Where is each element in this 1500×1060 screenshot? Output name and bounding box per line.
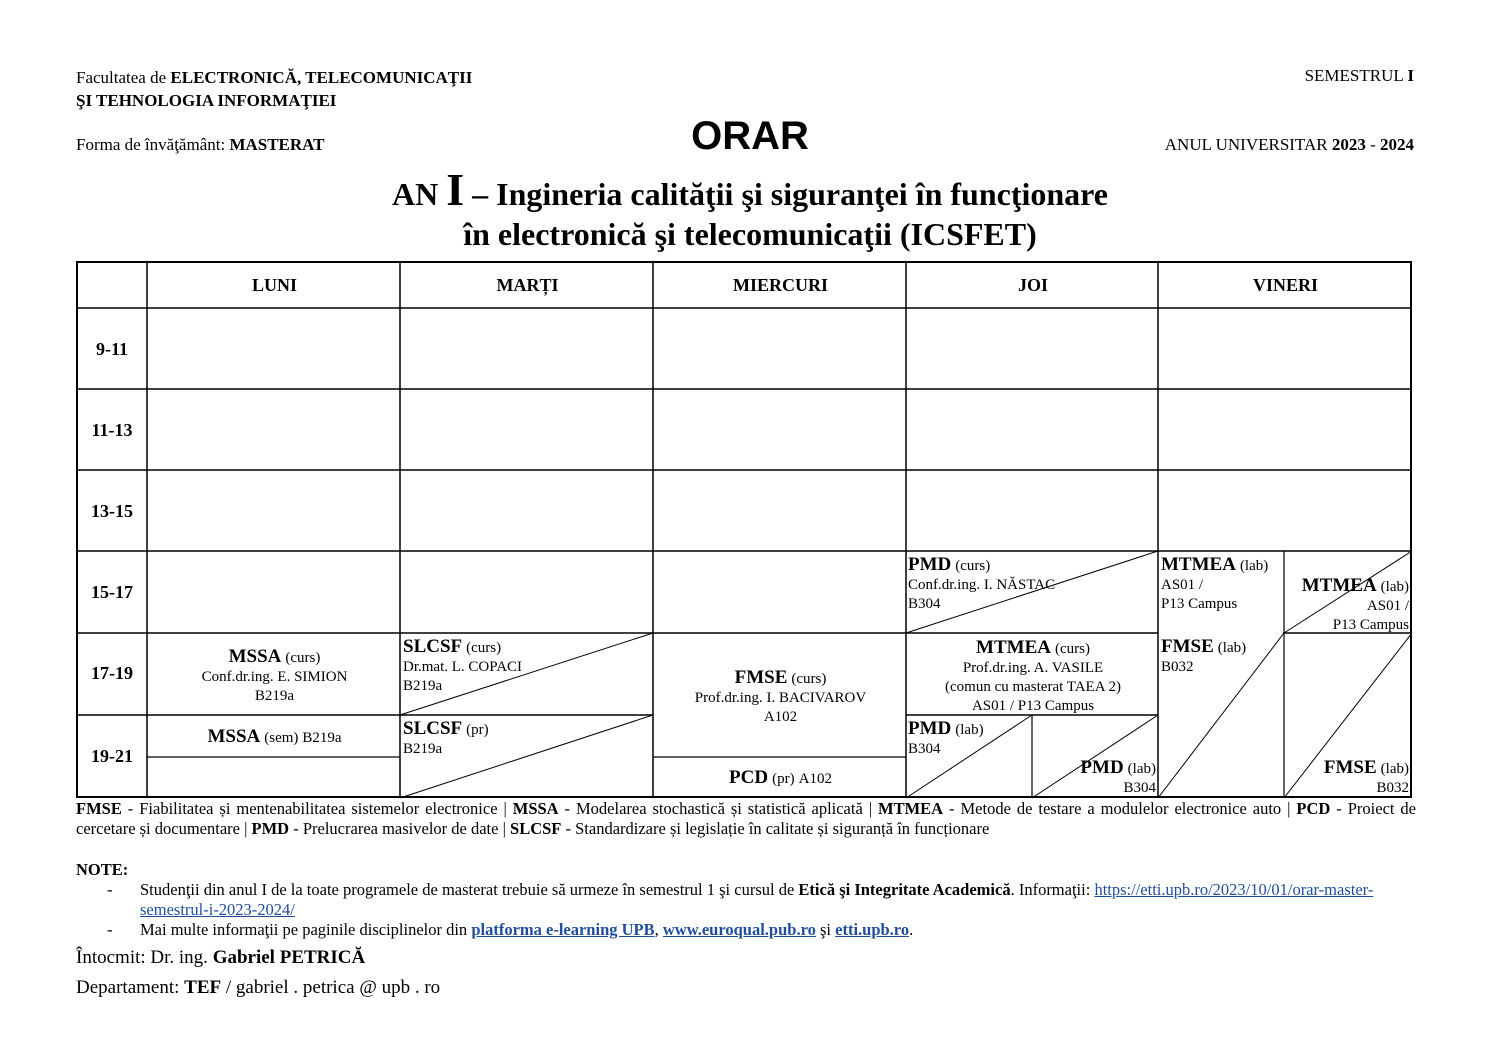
notes-section [76, 860, 1416, 940]
day-header-vineri: VINERI [1252, 275, 1318, 295]
entry-vineri-19-21-fmse-lab-2 [1286, 758, 1409, 798]
course-type: (lab) [1217, 640, 1247, 656]
legend-desc: - Fiabilitatea și mentenabilitatea sistemelor electronice | [121, 799, 513, 818]
course-type: (lab) [1380, 579, 1409, 595]
course-code: FMSE [734, 667, 788, 688]
year-of-study-label: AN [392, 176, 439, 212]
entry-marti-19-21-slcsf-pr [403, 719, 489, 759]
year-end: 2024 [1380, 135, 1414, 154]
note-text: . [909, 920, 914, 939]
room: B032 [1376, 780, 1409, 796]
room: A102 [798, 771, 832, 787]
teacher: Prof.dr.ing. I. BACIVAROV [694, 690, 867, 706]
course-type: (curs) [1054, 641, 1090, 657]
legend-desc: - Metode de testare a modulelor electronice auto | [943, 799, 1297, 818]
room: B219a [403, 741, 443, 757]
legend-abbr: SLCSF [510, 819, 562, 838]
time-slot-13-15: 13-15 [91, 501, 133, 521]
entry-joi-19-21-pmd-lab-1 [908, 719, 984, 759]
entry-miercuri-17-21-fmse-curs [654, 668, 907, 727]
teacher: Conf.dr.ing. E. SIMION [201, 669, 348, 685]
entry-vineri-17-19-fmse-lab-1 [1161, 637, 1246, 677]
room-campus: P13 Campus [1332, 617, 1409, 633]
schedule-info-link[interactable]: https://etti.upb.ro/2023/10/01/orar-master-semestrul-i-2023-2024/ [140, 880, 1374, 919]
day-header-miercuri: MIERCURI [732, 275, 828, 295]
course-type: (curs) [466, 640, 502, 656]
teacher: Conf.dr.ing. I. NĂSTAC [908, 577, 1056, 593]
entry-luni-19-21-mssa-sem [148, 727, 401, 748]
program-title-line2: în electronică şi telecomunicaţii (ICSFET) [463, 216, 1037, 252]
room: B304 [908, 741, 941, 757]
note-bullet: - [107, 880, 113, 899]
room-campus: P13 Campus [1161, 596, 1238, 612]
academic-year-label: ANUL UNIVERSITAR [1164, 135, 1328, 154]
program-title-line1: – Ingineria calităţii şi siguranţei în funcţionare [472, 176, 1108, 212]
entry-vineri-15-17-mtmea-lab-2 [1286, 576, 1409, 635]
semester-value: I [1407, 66, 1414, 85]
legend-desc: - Modelarea stochastică și statistică aplicată | [558, 799, 879, 818]
year-of-study-value: I [446, 164, 465, 215]
course-type: (curs) [791, 671, 827, 687]
semester-label: SEMESTRUL [1304, 66, 1404, 85]
euroqual-link[interactable]: www.euroqual.pub.ro [662, 920, 816, 939]
room: B304 [908, 596, 941, 612]
room: B032 [1161, 659, 1194, 675]
program-title [0, 164, 1500, 254]
entry-joi-15-17-pmd-curs [908, 555, 1055, 614]
course-code: PCD [729, 767, 769, 788]
time-slot-17-19: 17-19 [91, 663, 133, 683]
room: B219a [403, 678, 443, 694]
prepared-by-label: Întocmit: Dr. ing. [76, 947, 208, 968]
faculty-name [76, 66, 472, 112]
course-type: (curs) [955, 558, 991, 574]
note-text: Studenţii din anul I de la toate programele de masterat trebuie să urmeze în semestrul 1 şi cursul de [140, 880, 799, 899]
legend-abbr: MTMEA [878, 799, 944, 818]
etti-link[interactable]: etti.upb.ro [835, 920, 910, 939]
course-note: (comun cu masterat TAEA 2) [945, 679, 1121, 695]
course-type: (curs) [285, 650, 321, 666]
time-slot-19-21: 19-21 [91, 746, 133, 766]
legend-desc: - Proiect de cercetare și documentare | [76, 799, 1417, 838]
course-type: (pr) [466, 722, 489, 738]
room: B219a [254, 688, 295, 704]
note-item [76, 880, 1416, 920]
department-label: Departament: [76, 977, 180, 998]
note-text: , [654, 920, 663, 939]
room: B219a [302, 730, 342, 746]
elearning-link[interactable]: platforma e-learning UPB [471, 920, 655, 939]
course-type: (lab) [1127, 761, 1156, 777]
note-text: . Informaţii: [1010, 880, 1095, 899]
teacher: Prof.dr.ing. A. VASILE [962, 660, 1104, 676]
legend-abbr: PMD [251, 819, 290, 838]
room: A102 [763, 709, 798, 725]
course-code: FMSE [1323, 757, 1377, 778]
notes-label: NOTE: [76, 860, 129, 879]
academic-year [1165, 135, 1414, 155]
note-bold: Etică şi Integritate Academică [798, 880, 1011, 899]
semester [1305, 66, 1414, 86]
course-code: PMD [1080, 757, 1124, 778]
entry-miercuri-19-21-pcd-pr [654, 768, 907, 789]
legend-abbr: FMSE [76, 799, 122, 818]
note-text: şi [815, 920, 836, 939]
faculty-name-line1: ELECTRONICĂ, TELECOMUNICAŢII [170, 68, 473, 87]
legend-abbr: PCD [1296, 799, 1331, 818]
entry-luni-17-19-mssa-curs [148, 647, 401, 706]
time-slot-9-11: 9-11 [95, 339, 128, 359]
note-text: Mai multe informaţii pe paginile disciplinelor din [140, 920, 472, 939]
legend-abbr: MSSA [512, 799, 559, 818]
time-slot-15-17: 15-17 [91, 582, 133, 602]
faculty-name-line2: ŞI TEHNOLOGIA INFORMAŢIEI [76, 91, 337, 110]
course-code: SLCSF [403, 718, 463, 739]
entry-joi-17-19-mtmea-curs [907, 638, 1159, 716]
course-code: MSSA [207, 726, 261, 747]
course-type: (lab) [1239, 558, 1269, 574]
entry-joi-19-21-pmd-lab-2 [1034, 758, 1156, 798]
course-code: MTMEA [1301, 575, 1377, 596]
legend-desc: - Prelucrarea masivelor de date | [289, 819, 511, 838]
abbreviation-legend [76, 799, 1416, 839]
note-item [76, 920, 1416, 940]
note-bullet: - [107, 920, 113, 939]
day-header-joi: JOI [1017, 275, 1048, 295]
room: AS01 / [1366, 598, 1409, 614]
room: B304 [1123, 780, 1156, 796]
contact-email: / gabriel . petrica @ upb . ro [221, 977, 441, 998]
prepared-by [76, 947, 365, 969]
course-type: (sem) [264, 730, 299, 746]
course-type: (pr) [772, 771, 795, 787]
year-start: 2023 [1331, 135, 1366, 154]
course-code: MTMEA [976, 637, 1051, 658]
day-header-marti: MARȚI [496, 275, 559, 295]
day-header-luni: LUNI [251, 275, 297, 295]
study-form-label: Forma de învăţământ: [76, 135, 226, 154]
year-separator: - [1365, 135, 1380, 154]
legend-desc: - Standardizare și legislație în calitate și siguranță în funcționare [561, 819, 990, 838]
department [76, 977, 440, 999]
course-code: SLCSF [403, 636, 463, 657]
prepared-by-name: Gabriel PETRICĂ [212, 947, 366, 968]
study-form-value: MASTERAT [229, 135, 325, 154]
department-value: TEF [184, 977, 222, 998]
room: AS01 / P13 Campus [971, 698, 1095, 714]
room: AS01 / [1161, 577, 1204, 593]
page-title: ORAR [691, 114, 809, 158]
course-type: (lab) [955, 722, 984, 738]
time-slot-11-13: 11-13 [91, 420, 133, 440]
course-code: FMSE [1161, 636, 1214, 657]
course-type: (lab) [1380, 761, 1409, 777]
entry-vineri-15-17-mtmea-lab-1 [1161, 555, 1268, 614]
course-code: MTMEA [1161, 554, 1236, 575]
teacher: Dr.mat. L. COPACI [403, 659, 523, 675]
faculty-prefix: Facultatea de [76, 68, 167, 87]
course-code: MSSA [228, 646, 282, 667]
course-code: PMD [908, 554, 952, 575]
course-code: PMD [908, 718, 952, 739]
entry-marti-17-19-slcsf-curs [403, 637, 522, 696]
